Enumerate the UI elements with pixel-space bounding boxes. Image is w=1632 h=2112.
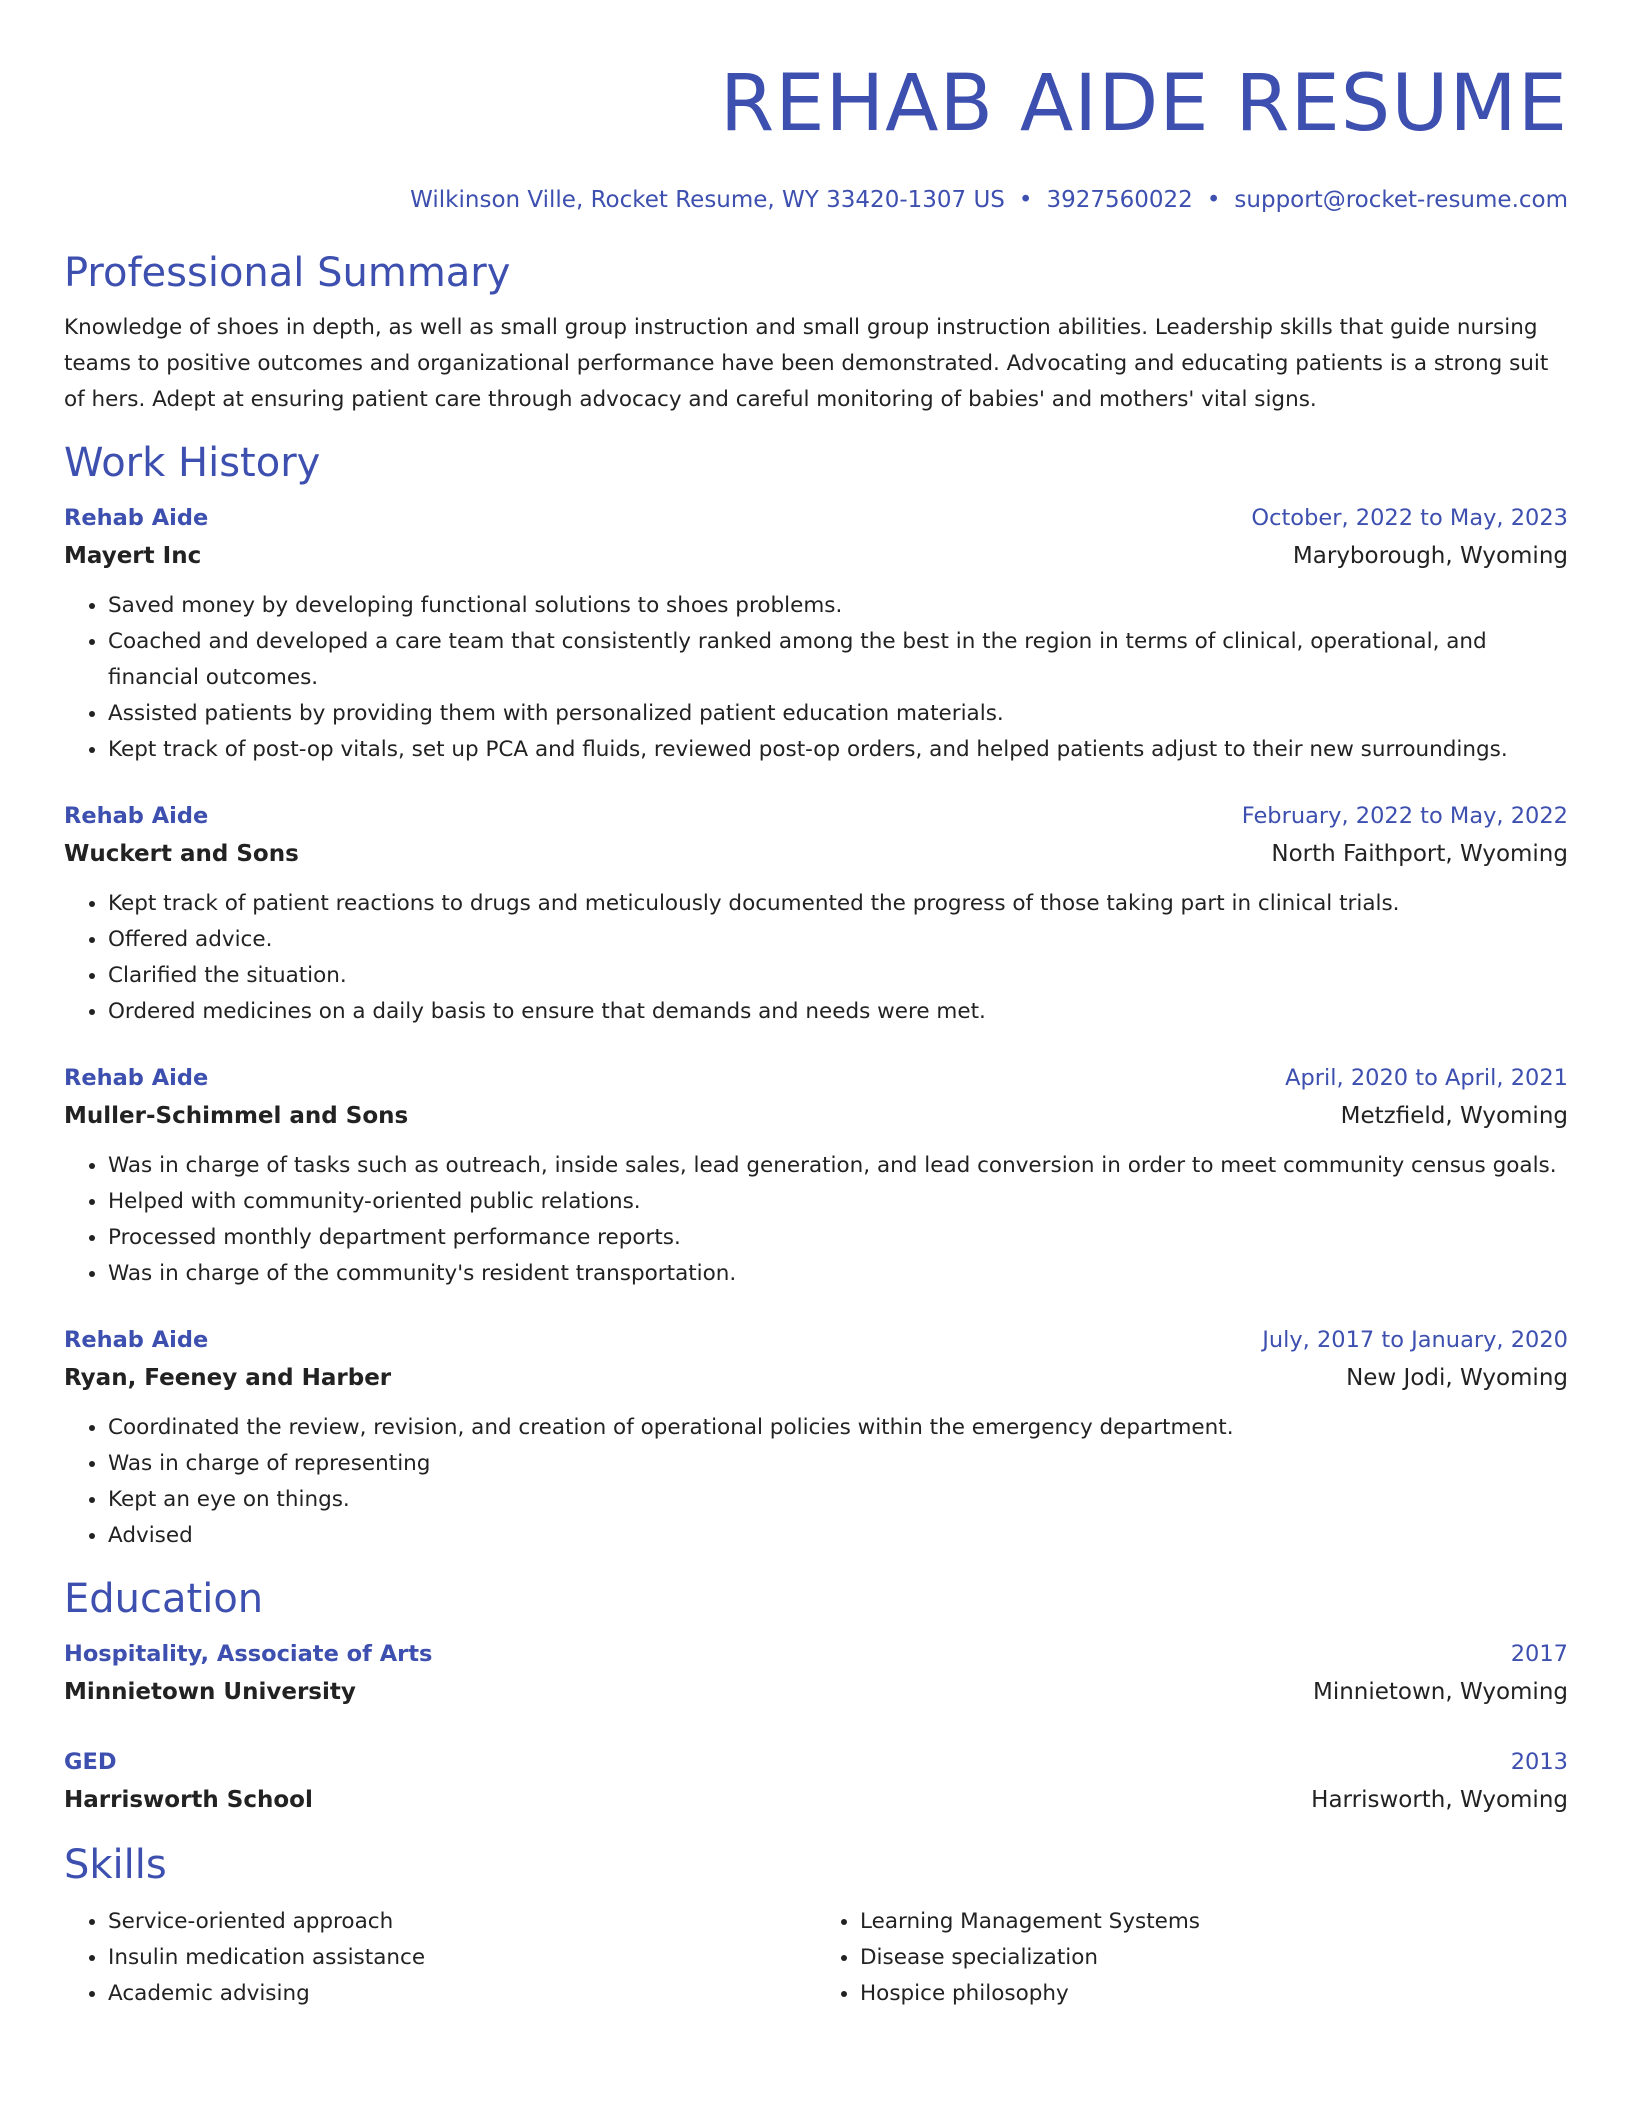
education-school-row	[64, 1780, 1568, 1820]
contact-separator: •	[1018, 187, 1033, 213]
job-bullet: • Was in charge of tasks such as outreach, inside sales, lead generation, and lead conversion in order to meet community census goals.	[108, 1148, 1568, 1184]
job-title: Rehab Aide	[64, 1327, 209, 1353]
job-dates: July, 2017 to January, 2020	[1262, 1327, 1568, 1353]
skills-column-right	[816, 1904, 1568, 2012]
job-bullets	[64, 886, 1568, 1030]
education-entry	[64, 1636, 1568, 1712]
job-title: Rehab Aide	[64, 1065, 209, 1091]
job-company: Muller-Schimmel and Sons	[64, 1103, 409, 1129]
skills-column-left	[64, 1904, 816, 2012]
job-bullet: • Clarified the situation.	[108, 958, 1568, 994]
skill-item: • Academic advising	[108, 1976, 816, 2012]
job-bullet: • Ordered medicines on a daily basis to ensure that demands and needs were met.	[108, 994, 1568, 1030]
resume-page	[64, 0, 1568, 2012]
job-company-row	[64, 834, 1568, 874]
job-bullet: • Assisted patients by providing them with personalized patient education materials.	[108, 696, 1568, 732]
job-title: Rehab Aide	[64, 803, 209, 829]
job-company-row	[64, 536, 1568, 576]
job-bullet: • Kept track of patient reactions to drugs and meticulously documented the progress of those taking part in clinical trials.	[108, 886, 1568, 922]
job-location: New Jodi, Wyoming	[1346, 1365, 1568, 1391]
job-company: Mayert Inc	[64, 543, 202, 569]
education-year: 2017	[1510, 1641, 1568, 1667]
job-company-row	[64, 1096, 1568, 1136]
job-entry	[64, 1322, 1568, 1554]
job-bullet: • Kept an eye on things.	[108, 1482, 1568, 1518]
job-bullets	[64, 588, 1568, 768]
job-entry	[64, 1060, 1568, 1292]
education-entry	[64, 1744, 1568, 1820]
job-entry	[64, 798, 1568, 1030]
job-company-row	[64, 1358, 1568, 1398]
job-bullet: • Advised	[108, 1518, 1568, 1554]
work-history-heading: Work History	[64, 440, 321, 486]
job-bullet: • Coached and developed a care team that consistently ranked among the best in the region in terms of clinical, operational, and financial outcomes.	[108, 624, 1568, 696]
education-school-row	[64, 1672, 1568, 1712]
skill-item: • Learning Management Systems	[860, 1904, 1568, 1940]
job-location: Maryborough, Wyoming	[1292, 543, 1568, 569]
job-bullet: • Was in charge of representing	[108, 1446, 1568, 1482]
skill-item: • Service-oriented approach	[108, 1904, 816, 1940]
job-company: Ryan, Feeney and Harber	[64, 1365, 392, 1391]
skill-item: • Hospice philosophy	[860, 1976, 1568, 2012]
job-bullets	[64, 1410, 1568, 1554]
contact-phone: 3927560022	[1046, 187, 1193, 213]
skill-item: • Disease specialization	[860, 1940, 1568, 1976]
education-degree-row	[64, 1636, 1568, 1672]
job-title-row	[64, 500, 1568, 536]
job-dates: February, 2022 to May, 2022	[1241, 803, 1568, 829]
job-bullet: • Offered advice.	[108, 922, 1568, 958]
contact-address: Wilkinson Ville, Rocket Resume, WY 33420-1307 US	[410, 187, 1005, 213]
education-degree: Hospitality, Associate of Arts	[64, 1641, 433, 1667]
job-title-row	[64, 1322, 1568, 1358]
job-title-row	[64, 1060, 1568, 1096]
job-bullet: • Kept track of post-op vitals, set up PCA and fluids, reviewed post-op orders, and helped patients adjust to their new surroundings.	[108, 732, 1568, 768]
job-bullet: • Was in charge of the community's resident transportation.	[108, 1256, 1568, 1292]
job-entry	[64, 500, 1568, 768]
skills-list	[64, 1904, 1568, 2012]
education-school: Harrisworth School	[64, 1787, 313, 1813]
education-heading: Education	[64, 1576, 264, 1622]
job-bullet: • Coordinated the review, revision, and creation of operational policies within the emergency department.	[108, 1410, 1568, 1446]
job-location: North Faithport, Wyoming	[1271, 841, 1568, 867]
job-bullets	[64, 1148, 1568, 1292]
skill-item: • Insulin medication assistance	[108, 1940, 816, 1976]
job-title-row	[64, 798, 1568, 834]
job-company: Wuckert and Sons	[64, 841, 299, 867]
summary-text: Knowledge of shoes in depth, as well as small group instruction and small group instruction abilities. Leadership skills that guide nursing teams to positive outcomes and organizational performance have been demonstrated. Advocating and educating patients is a strong suit of hers. Adept at ensuring patient care through advocacy and careful monitoring of babies' and mothers' vital signs.	[64, 315, 1549, 412]
education-school: Minnietown University	[64, 1679, 356, 1705]
job-dates: April, 2020 to April, 2021	[1285, 1065, 1568, 1091]
job-bullet: • Saved money by developing functional solutions to shoes problems.	[108, 588, 1568, 624]
job-location: Metzfield, Wyoming	[1340, 1103, 1568, 1129]
skills-heading: Skills	[64, 1842, 167, 1888]
education-location: Harrisworth, Wyoming	[1311, 1787, 1568, 1813]
job-bullet: • Processed monthly department performance reports.	[108, 1220, 1568, 1256]
summary-heading: Professional Summary	[64, 250, 511, 296]
contact-email: support@rocket-resume.com	[1234, 187, 1568, 213]
job-bullet: • Helped with community-oriented public relations.	[108, 1184, 1568, 1220]
education-degree: GED	[64, 1749, 117, 1775]
education-location: Minnietown, Wyoming	[1312, 1679, 1568, 1705]
education-year: 2013	[1510, 1749, 1568, 1775]
resume-title: REHAB AIDE RESUME	[720, 59, 1568, 149]
job-dates: October, 2022 to May, 2023	[1251, 505, 1568, 531]
education-degree-row	[64, 1744, 1568, 1780]
contact-separator: •	[1206, 187, 1221, 213]
contact-line	[64, 185, 1568, 215]
job-title: Rehab Aide	[64, 505, 209, 531]
